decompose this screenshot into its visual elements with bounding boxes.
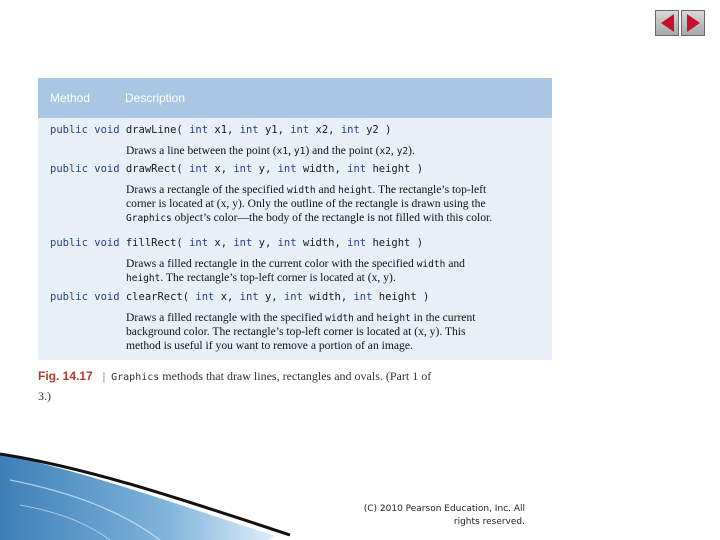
caption-text-continued: 3.): [38, 389, 51, 403]
keyword-token: int: [290, 124, 310, 136]
keyword-token: int: [239, 291, 259, 303]
keyword-token: int: [347, 163, 367, 175]
code-token: y2 ): [359, 124, 392, 136]
copyright-line-2: rights reserved.: [453, 517, 525, 527]
description-text: Draws a filled rectangle in the current color with the specified: [126, 257, 417, 270]
description-text: ,: [288, 144, 294, 157]
inline-code: x2: [379, 146, 391, 157]
method-description: [126, 257, 546, 286]
description-text: corner is located at (x, y). Only the outline of the rectangle is drawn using the: [126, 197, 486, 211]
description-text: . The rectangle’s top-left: [372, 183, 487, 196]
description-text: and: [445, 257, 465, 270]
description-line: [126, 144, 546, 158]
description-text: in the current: [410, 311, 476, 324]
inline-code: width: [286, 185, 316, 196]
description-text: method is useful if you want to remove a portion of an image.: [126, 338, 413, 352]
keyword-token: int: [189, 163, 209, 175]
code-token: y,: [258, 291, 284, 303]
keyword-token: int: [189, 237, 209, 249]
keyword-token: int: [277, 163, 297, 175]
method-description: [126, 144, 546, 158]
keyword-token: public void: [50, 124, 126, 136]
description-text: object’s color—the body of the rectangle is not filled with this color.: [171, 210, 493, 224]
inline-code: y2: [396, 146, 409, 157]
keyword-token: int: [189, 124, 209, 136]
copyright-notice: [330, 503, 525, 529]
description-text: Draws a filled rectangle with the specified: [126, 311, 326, 324]
code-token: height ): [366, 163, 424, 175]
decorative-swoosh: [0, 450, 300, 540]
code-token: x1,: [208, 124, 240, 136]
code-token: y1,: [258, 124, 291, 136]
next-slide-button[interactable]: [681, 10, 705, 36]
description-text: ).: [408, 144, 415, 157]
inline-code: width: [325, 313, 354, 324]
keyword-token: int: [239, 124, 259, 136]
description-column-header: Description: [125, 91, 186, 105]
method-signature: [50, 163, 423, 175]
description-line: [126, 311, 546, 325]
method-signature: [50, 124, 391, 136]
copyright-line-1: (C) 2010 Pearson Education, Inc. All: [363, 504, 525, 514]
code-token: x,: [208, 237, 234, 249]
code-token: x2,: [309, 124, 341, 136]
code-token: width,: [296, 163, 348, 175]
next-slide-icon: [687, 14, 700, 32]
method-column-header: Method: [50, 91, 91, 105]
code-token: y,: [252, 237, 278, 249]
description-line: [126, 183, 546, 197]
code-token: height ): [372, 291, 430, 303]
inline-code: height: [338, 185, 373, 196]
keyword-token: public void: [50, 237, 126, 249]
description-line: [126, 325, 546, 338]
description-text: ) and the point (: [305, 144, 380, 157]
description-line: [126, 211, 546, 225]
keyword-token: int: [340, 124, 360, 136]
description-text: . The rectangle’s top-left corner is located at (x, y).: [160, 271, 396, 285]
description-line: [126, 197, 546, 210]
code-token: drawRect(: [125, 163, 190, 175]
caption-separator: |: [102, 369, 106, 383]
description-text: and: [315, 183, 339, 196]
code-token: y,: [252, 163, 278, 175]
code-token: x,: [214, 291, 240, 303]
slide-navigation: [655, 10, 705, 36]
description-line: [126, 271, 546, 285]
inline-code: height: [376, 313, 411, 324]
previous-slide-button[interactable]: [655, 10, 679, 36]
keyword-token: int: [347, 237, 367, 249]
description-text: Draws a rectangle of the specified: [126, 183, 287, 196]
description-text: and: [353, 311, 377, 324]
code-token: clearRect(: [125, 291, 196, 303]
figure-caption: [38, 367, 538, 405]
table-header: [38, 78, 552, 118]
method-signature: [50, 237, 423, 249]
description-text: background color. The rectangle’s top-left corner is located at (x, y). This: [126, 325, 466, 339]
inline-code: width: [416, 259, 446, 270]
caption-class-name: Graphics: [111, 372, 160, 383]
code-token: fillRect(: [125, 237, 190, 249]
keyword-token: public void: [50, 163, 126, 175]
code-token: x,: [208, 163, 234, 175]
method-signature: [50, 291, 429, 303]
previous-slide-icon: [661, 14, 674, 32]
keyword-token: int: [233, 163, 253, 175]
code-token: drawLine(: [125, 124, 190, 136]
description-text: Draws a line between the point (: [126, 144, 277, 157]
keyword-token: int: [233, 237, 253, 249]
keyword-token: int: [353, 291, 373, 303]
description-text: ,: [390, 144, 397, 157]
keyword-token: int: [277, 237, 297, 249]
methods-table: [38, 78, 552, 360]
caption-text: methods that draw lines, rectangles and ovals. (Part 1 of: [159, 369, 432, 383]
figure-label: Fig. 14.17: [38, 369, 93, 383]
code-token: height ): [366, 237, 424, 249]
keyword-token: int: [283, 291, 303, 303]
keyword-token: public void: [50, 291, 126, 303]
inline-code: height: [126, 273, 161, 285]
method-description: [126, 183, 546, 225]
method-description: [126, 311, 546, 352]
code-token: width,: [296, 237, 348, 249]
inline-code: Graphics: [126, 212, 172, 224]
inline-code: x1: [276, 146, 289, 157]
keyword-token: int: [195, 291, 215, 303]
description-line: [126, 257, 546, 271]
code-token: width,: [302, 291, 354, 303]
inline-code: y1: [293, 146, 306, 157]
description-line: [126, 339, 546, 352]
